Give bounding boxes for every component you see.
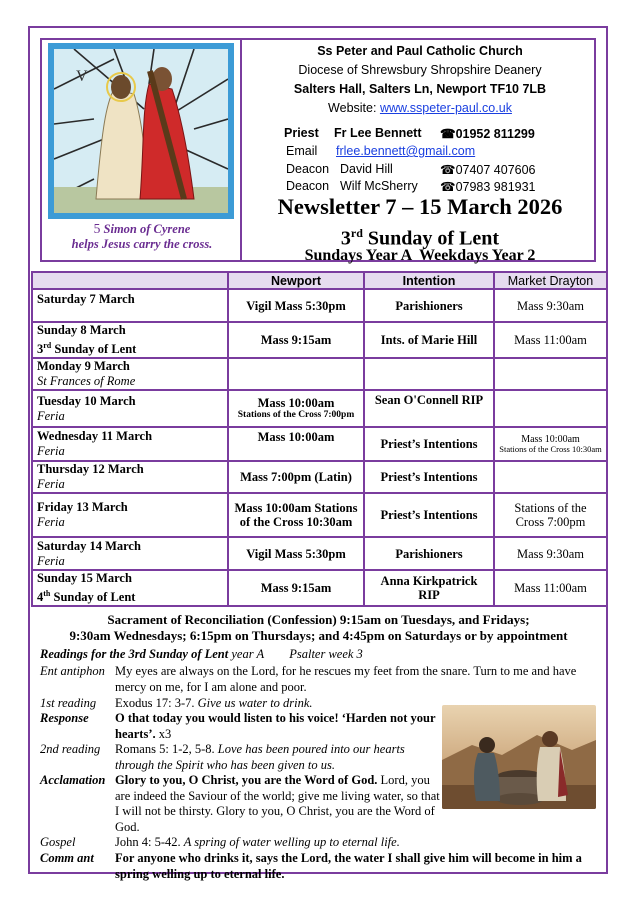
reading-label: Gospel (40, 835, 76, 849)
newport-cell (228, 537, 364, 570)
contact-phone[interactable]: ☎07407 407606 (440, 163, 536, 177)
newport-cell (228, 427, 364, 461)
day-sub: St Frances of Rome (37, 374, 136, 389)
intention-cell (364, 322, 494, 358)
reading-label: Acclamation (40, 773, 106, 787)
readings-year: year A (231, 647, 265, 661)
image-caption (44, 221, 240, 252)
sub-rest: Sunday of Lent (51, 342, 137, 357)
newport-cell (228, 322, 364, 358)
md-mass: Stations of the Cross 7:00pm (514, 501, 587, 530)
day-name: Thursday 12 March (37, 462, 144, 477)
caption-line1: Simon of Cyrene (103, 222, 191, 236)
newport-mass: Vigil Mass 5:30pm (246, 298, 346, 313)
newport-mass: Mass 10:00am (257, 430, 335, 445)
intention-cell (364, 570, 494, 606)
reading-label: Comm ant (40, 851, 94, 865)
newport-mass: Mass 9:15am (260, 581, 332, 596)
md-cell (494, 537, 607, 570)
email-link[interactable]: frlee.bennett@gmail.com (336, 144, 476, 158)
md-cell (494, 461, 607, 493)
intention-text: Anna Kirkpatrick RIP (380, 574, 478, 603)
column-header: Newport (228, 272, 364, 289)
sub-num: 3 (37, 342, 44, 357)
md-mass: Mass 10:00am (521, 434, 580, 446)
reading-label: Ent antiphon (40, 664, 105, 678)
intention-cell (364, 358, 494, 390)
intention-cell (364, 427, 494, 461)
table-header-row (32, 272, 607, 289)
newport-note: Stations of the Cross 7:00pm (237, 410, 355, 421)
day-cell (32, 358, 228, 390)
well-illustration (442, 705, 596, 809)
day-cell (32, 461, 228, 493)
newport-cell (228, 461, 364, 493)
intention-text: Priest’s Intentions (380, 437, 478, 452)
contact-phone[interactable]: ☎07983 981931 (440, 180, 536, 194)
readings-title: Readings for the 3rd Sunday of Lent (40, 647, 229, 661)
reading-suffix: x3 (158, 726, 172, 741)
contact-name: David Hill (340, 162, 393, 176)
reading-text: Love has been poured into our hearts through the Spirit who has been given to us. (115, 742, 405, 772)
intention-text: Priest’s Intentions (380, 470, 478, 485)
day-cell (32, 570, 228, 606)
intention-cell (364, 537, 494, 570)
church-header (244, 42, 596, 118)
table-row (32, 289, 607, 322)
intention-cell (364, 289, 494, 322)
panel-numeral: V (76, 68, 88, 85)
newport-mass: Vigil Mass 5:30pm (246, 546, 346, 561)
reading-text: O that today you would listen to his voice! ‘Harden not your hearts’. (115, 711, 436, 741)
intention-text: Priest’s Intentions (380, 508, 478, 523)
church-address: Salters Hall, Salters Ln, Newport TF10 7LB (293, 82, 547, 96)
reading-ref: Exodus 17: 3-7. (115, 696, 195, 710)
header-divider (240, 38, 242, 262)
newport-mass: Mass 10:00am (257, 396, 335, 411)
intention-cell (364, 461, 494, 493)
day-sub: Feria (37, 477, 65, 492)
contact-role: Deacon (286, 162, 330, 176)
table-row (32, 493, 607, 537)
reading-label: Response (40, 711, 89, 725)
reconciliation-line2: 9:30am Wednesdays; 6:15pm on Thursdays; and 4:45pm on Saturdays or by appointment (69, 628, 568, 643)
reconciliation-line1: Sacrament of Reconciliation (Confession) 9:15am on Tuesdays, and Fridays; (107, 612, 530, 627)
sub-num: 4 (37, 590, 44, 605)
intention-text: Parishioners (395, 546, 463, 561)
md-cell (494, 358, 607, 390)
column-header (32, 272, 228, 289)
column-header: Market Drayton (494, 272, 607, 289)
day-name: Friday 13 March (37, 500, 128, 515)
newport-cell (228, 358, 364, 390)
psalter-week: Psalter week 3 (289, 647, 363, 661)
reading-ref: Romans 5: 1-2, 5-8. (115, 742, 215, 756)
reading-entrance-antiphon (40, 664, 602, 698)
day-sub: Feria (37, 444, 65, 459)
acclamation-bold: Glory to you, O Christ, you are the Word of God. (115, 773, 378, 787)
day-sub (37, 338, 223, 357)
md-note: Stations of the Cross 10:30am (499, 444, 602, 455)
table-row (32, 427, 607, 461)
church-name: Ss Peter and Paul Catholic Church (317, 44, 523, 58)
caption-line2: helps Jesus carry the cross. (71, 237, 213, 251)
contact-phone[interactable]: ☎01952 811299 (440, 127, 535, 141)
intention-cell (364, 493, 494, 537)
newport-mass: Mass 10:00am Stations of the Cross 10:30am (234, 501, 358, 530)
day-sub: Feria (37, 515, 65, 530)
md-cell (494, 427, 607, 461)
reading-text: Give us water to drink. (197, 696, 313, 710)
intention-text: Parishioners (395, 298, 463, 313)
day-name: Monday 9 March (37, 359, 130, 374)
md-mass: Mass 9:30am (516, 546, 584, 561)
day-name: Saturday 14 March (37, 538, 141, 553)
day-cell (32, 322, 228, 358)
md-cell (494, 322, 607, 358)
sub-sup: th (43, 589, 51, 599)
church-diocese: Diocese of Shrewsbury Shropshire Deanery (298, 63, 542, 77)
mass-schedule-table (31, 271, 608, 607)
day-cell (32, 427, 228, 461)
day-cell (32, 493, 228, 537)
day-sub (37, 586, 223, 605)
reconciliation-notice (31, 612, 606, 644)
year-cycle: Sundays Year A Weekdays Year 2 (304, 247, 536, 264)
day-cell (32, 289, 228, 322)
website-label: Website: (328, 101, 377, 115)
newport-cell (228, 493, 364, 537)
intention-text: Ints. of Marie Hill (380, 333, 478, 348)
day-name: Saturday 7 March (37, 292, 135, 306)
table-row (32, 537, 607, 570)
md-mass: Mass 11:00am (514, 581, 587, 596)
md-cell (494, 289, 607, 322)
day-name: Sunday 8 March (37, 323, 126, 337)
newport-cell (228, 390, 364, 427)
md-cell (494, 390, 607, 427)
sunday-num: 3 (340, 227, 351, 250)
sub-sup: rd (43, 341, 52, 350)
sunday-sup: rd (350, 226, 363, 240)
contact-role: Email (286, 144, 318, 158)
day-name: Sunday 15 March (37, 571, 132, 586)
website-link[interactable]: www.sspeter-paul.co.uk (379, 101, 512, 115)
newport-mass: Mass 9:15am (260, 333, 332, 348)
contact-role: Priest (284, 126, 319, 140)
reading-text: For anyone who drinks it, says the Lord, the water I shall give him will become in him a spring welling up to eternal life. (115, 851, 582, 881)
intention-text: Sean O'Connell RIP (374, 393, 484, 408)
reading-text: My eyes are always on the Lord, for he rescues my feet from the snare. Turn to me and have mercy on me, for I am alone and poor. (115, 664, 577, 694)
reading-ref: John 4: 5-42. (115, 835, 181, 849)
contact-name: Fr Lee Bennett (334, 126, 422, 140)
table-row (32, 570, 607, 606)
day-name: Wednesday 11 March (37, 429, 153, 444)
day-cell (32, 537, 228, 570)
md-cell (494, 493, 607, 537)
table-row (32, 461, 607, 493)
day-name: Tuesday 10 March (37, 393, 136, 408)
intention-cell (364, 390, 494, 427)
reading-label: 2nd reading (40, 742, 101, 756)
table-row (32, 322, 607, 358)
contact-name: Wilf McSherry (340, 179, 418, 193)
day-cell (32, 390, 228, 427)
md-cell (494, 570, 607, 606)
table-row (32, 358, 607, 390)
newsletter-title: Newsletter 7 – 15 March 2026 (277, 194, 563, 219)
table-row (32, 390, 607, 427)
column-header: Intention (364, 272, 494, 289)
newport-cell (228, 289, 364, 322)
contact-role: Deacon (286, 179, 330, 193)
day-sub: Feria (37, 553, 65, 568)
stained-glass-figure (44, 43, 236, 261)
md-mass: Mass 9:30am (516, 298, 584, 313)
reading-text: A spring of water welling up to eternal life. (183, 835, 400, 849)
reading-text: Lord, you are indeed the Saviour of the world; give me living water, so that I will not be thirsty. Glory to you, O Christ, you are the Word of God. (115, 773, 440, 834)
stained-glass-image (48, 43, 234, 219)
newport-cell (228, 570, 364, 606)
reading-label: 1st reading (40, 696, 97, 710)
readings-heading (40, 647, 363, 663)
md-mass: Mass 11:00am (514, 333, 587, 348)
sub-rest: Sunday of Lent (50, 590, 136, 605)
newport-mass: Mass 7:00pm (Latin) (240, 470, 352, 485)
sunday-rest: Sunday of Lent (362, 227, 500, 250)
day-sub: Feria (37, 408, 65, 423)
caption-number: 5 (93, 221, 101, 236)
